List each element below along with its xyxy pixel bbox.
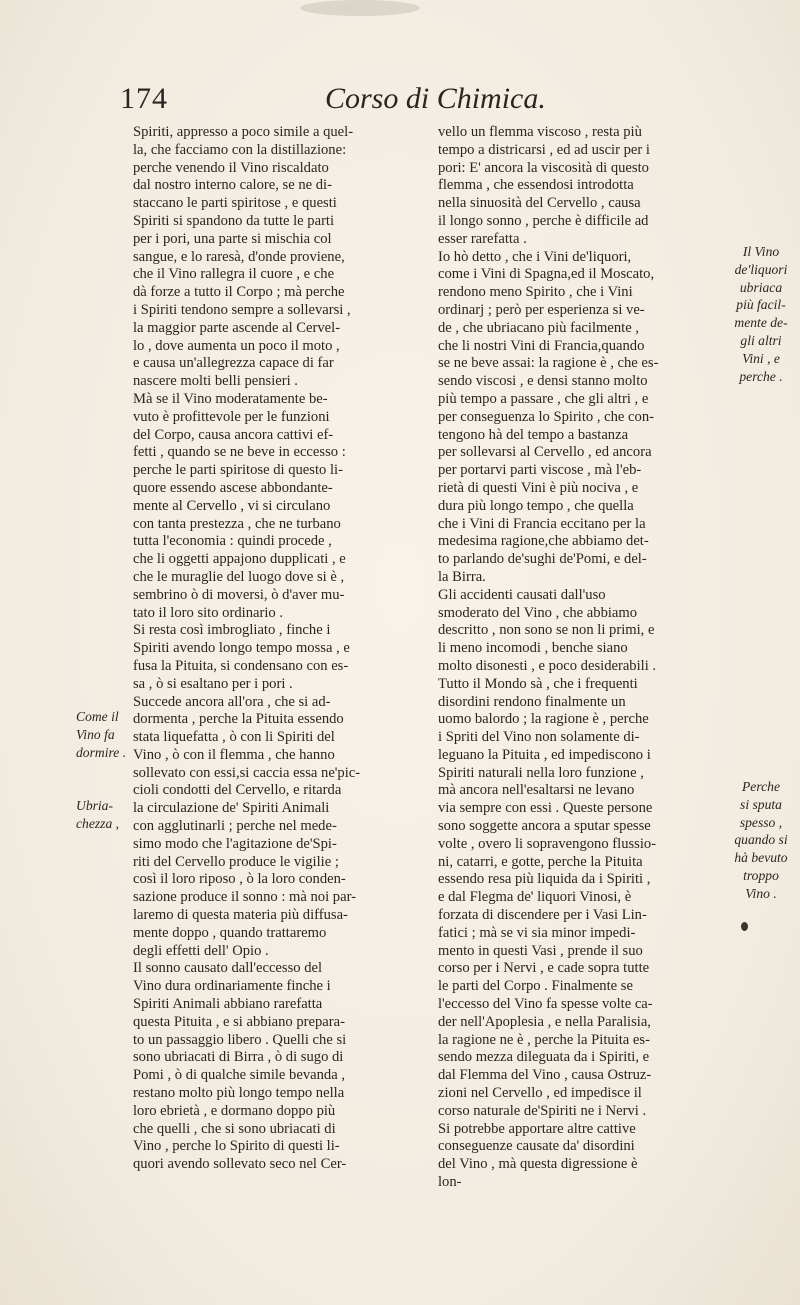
text-line: quori avendo sollevato seco nel Cer- [133,1156,347,1173]
ink-smudge-top [300,0,420,16]
text-line: fusa la Pituita, si condensano con es- [133,657,349,674]
margin-note-line: Perche [742,779,780,794]
text-line: sangue, e lo raresà, d'onde proviene, [133,248,345,265]
text-line: Spiriti, appresso a poco simile a quel- [133,124,354,140]
text-line: e dal Flegma de' liquori Vinosi, è [438,889,632,906]
text-line: zioni nel Cervello , ed impedisce il [438,1085,642,1102]
text-line: questa Pituita , e si abbiano prepara- [133,1013,345,1030]
text-line: tengono hà del tempo a bastanza [438,426,629,443]
margin-note-come-il-vino-fa-dormire [76,708,126,761]
margin-note-line: più facil- [736,297,786,313]
text-line: molto disonesti , e poco desiderabili . [438,657,657,674]
text-line: lon- [438,1174,462,1191]
text-line: più tempo a passare , che gli altri , e [438,390,649,407]
text-line: che li nostri Vini di Francia,quando [438,337,645,354]
text-line: mà ancora nell'esaltarsi ne levano [438,782,635,799]
text-line: corso naturale de'Spiriti ne i Nervi . [438,1102,647,1119]
text-line: del Corpo, causa ancora cattivi ef- [133,426,334,443]
text-line: laremo di questa materia più diffusa- [133,907,348,924]
text-line: ordinarj ; però per esperienza si ve- [438,301,645,318]
text-line: che quelli , che si sono ubriacati di [133,1120,336,1137]
text-line: rendono meno Spirito , che i Vini [438,284,633,301]
text-line: ni, catarri, e gotte, perche la Pituita [438,853,643,870]
right-text-column [438,124,720,1192]
text-line: simo modo che l'agitazione de'Spi- [133,835,337,852]
text-line: mente doppo , quando trattaremo [133,924,327,941]
text-line: via sempre con essi . Queste persone [438,800,653,817]
text-line: Succede ancora all'ora , che si ad- [133,693,331,710]
margin-note-il-vino-de-liquori [726,243,796,385]
text-line: li meno incomodi , benche siano [438,640,628,657]
margin-note-line: gli altri [740,332,782,348]
running-title: Corso di Chimica. [325,82,546,115]
text-line: de , che ubriacano più facilmente , [438,319,639,336]
text-line: dormenta , perche la Pituita essendo [133,711,344,728]
text-line: che li oggetti appajono dupplicati , e [133,551,346,568]
text-line: der nell'Apoplesia , e nella Paralisia, [438,1013,651,1030]
text-line: che le muraglie del luogo dove si è , [133,568,345,585]
text-line: Io hò detto , che i Vini de'liquori, [438,248,632,265]
text-line: quore essendo ascese abbondante- [133,479,333,496]
text-line: pori: E' ancora la viscosità di questo [438,159,649,176]
text-line: nella sinuosità del Cervello , causa [438,195,641,212]
text-line: dal nostro interno calore, se ne di- [133,177,332,194]
text-line: tempo a districarsi , ed ad uscir per i [438,141,650,158]
text-line: per i pori, una parte si mischia col [133,230,332,247]
text-line: Il sonno causato dall'eccesso del [133,960,323,977]
text-line: Spiriti avendo longo tempo mossa , e [133,640,350,657]
text-line: forzata di discendere per i Vasi Lin- [438,907,647,924]
text-line: sazione produce il sonno : mà noi par- [133,889,357,906]
text-line: disordini rendono finalmente un [438,693,626,710]
text-line: uomo balordo ; la ragione è , perche [438,711,649,728]
text-line: la circulazione de' Spiriti Animali [133,800,330,817]
margin-note-line: perche . [739,368,783,384]
margin-note-perche-si-sputa [726,778,796,903]
text-line: come i Vini di Spagna,ed il Moscato, [438,266,655,283]
text-line: corso per i Nervi , e cade sopra tutte [438,960,650,977]
text-line: staccano le parti spiritose , e questi [133,195,337,212]
text-line: to parlando de'sughi de'Pomi, e del- [438,551,647,568]
text-line: smoderato del Vino , che abbiamo [438,604,638,621]
text-line: essendo resa più liquida da i Spiriti , [438,871,651,888]
margin-note-line: troppo [743,867,779,883]
text-line: riti del Cervello produce le vigilie ; [133,853,339,870]
text-line: così il loro riposo , ò la loro conden- [133,871,346,888]
text-line: sono soggette ancora a sputar spesse [438,818,651,835]
text-line: degli effetti dell' Opio . [133,942,269,959]
text-line: Gli accidenti causati dall'uso [438,586,606,603]
text-line: stata liquefatta , ò con li Spiriti del [133,729,335,746]
text-line: Mà se il Vino moderatamente be- [133,390,328,407]
text-line: Vino , perche lo Spirito di questi li- [133,1138,340,1155]
text-line: esser rarefatta . [438,230,527,247]
text-line: con agglutinarli ; perche nel mede- [133,818,337,835]
left-text-column [133,124,415,1174]
text-line: il longo sonno , perche è difficile ad [438,212,649,229]
text-line: la Birra. [438,568,486,585]
text-line: loro ebrietà , e dormano doppo più [133,1102,336,1119]
text-line: flemma , che essendosi introdotta [438,177,634,194]
text-line: sono ubriacati di Birra , ò di sugo di [133,1049,344,1066]
margin-note-line: Il Vino [742,244,780,259]
text-line: sendo viscosi , e densi stanno molto [438,373,648,390]
margin-note-line: Ubria- [76,798,114,813]
text-line: che i Vini di Francia eccitano per la [438,515,646,532]
text-line: Tutto il Mondo sà , che i frequenti [438,675,638,692]
text-line: Pomi , ò di qualche simile bevanda , [133,1067,345,1084]
text-line: per conseguenza lo Spirito , che con- [438,408,654,425]
text-line: Spiriti si spandono da tutte le parti [133,212,335,229]
text-line: Vino dura ordinariamente finche i [133,978,331,995]
margin-note-line: Vino fa [76,726,115,742]
text-line: Si potrebbe apportare altre cattive [438,1120,636,1137]
text-line: la, che facciamo con la distillazione: [133,141,347,158]
text-line: con tanta prestezza , che ne turbano [133,515,341,532]
margin-note-line: spesso , [739,814,783,830]
text-line: Vino , ò con il flemma , che hanno [133,746,335,763]
text-line: che il Vino rallegra il cuore , e che [133,266,335,283]
margin-note-line: quando si [734,832,788,848]
text-line: per portarvi parti viscose , mà l'eb- [438,462,642,479]
ink-dot [741,922,748,931]
margin-note-ubriachezza [76,797,119,833]
text-line: perche le parti spiritose di questo li- [133,462,343,479]
margin-note-line: de'liquori [734,261,788,277]
text-line: fatici ; mà se vi sia minor impedi- [438,924,636,941]
text-line: sa , ò si esaltano per i pori . [133,675,293,692]
text-line: sembrino ò di moversi, ò d'aver mu- [133,586,345,603]
text-line: i Spriti del Vino non solamente di- [438,729,640,746]
text-line: dura più longo tempo , che quella [438,497,634,514]
text-line: vello un flemma viscoso , resta più [438,124,642,140]
text-line: e causa un'allegrezza capace di far [133,355,334,372]
text-line: la maggior parte ascende al Cervel- [133,319,341,336]
text-line: conseguenze causate da' disordini [438,1138,635,1155]
text-line: sendo mezza dileguata da i Spiriti, e [438,1049,650,1066]
text-line: medesima ragione,che abbiamo det- [438,533,649,550]
text-line: le parti del Corpo . Finalmente se [438,978,633,995]
text-line: fetti , quando se ne beve in eccesso : [133,444,346,461]
margin-note-line: si sputa [740,796,782,812]
text-line: volte , overo li sopravengono flussio- [438,835,657,852]
text-line: mento in questi Vasi , prende il suo [438,942,643,959]
text-line: cioli condotti del Cervello, e ritarda [133,782,342,799]
text-line: per sollevarsi al Cervello , ed ancora [438,444,652,461]
text-line: to un passaggio libero . Quelli che si [133,1031,347,1048]
text-line: descritto , non sono se non li primi, e [438,622,655,639]
text-line: mente al Cervello , vi si circulano [133,497,331,514]
margin-note-line: ubriaca [739,279,783,295]
text-line: i Spiriti tendono sempre a sollevarsi , [133,301,351,318]
text-line: tato il loro sito ordinario . [133,604,283,621]
text-line: la ragione ne è , perche la Pituita es- [438,1031,650,1048]
text-line: del Vino , mà questa digressione è [438,1156,638,1173]
text-line: vuto è profittevole per le funzioni [133,408,330,425]
text-line: Si resta così imbrogliato , finche i [133,622,331,639]
page-number: 174 [120,82,168,115]
text-line: sollevato con essi,si caccia essa ne'pic- [133,764,361,781]
margin-note-line: chezza , [76,815,120,831]
margin-note-line: Come il [76,709,119,724]
margin-note-line: Vini , e [742,350,780,366]
text-line: lo , dove aumenta un poco il moto , [133,337,340,354]
text-line: Spiriti naturali nella loro funzione , [438,764,644,781]
text-line: perche venendo il Vino riscaldato [133,159,329,176]
margin-note-line: Vino . [745,885,777,901]
text-line: dà forze a tutto il Corpo ; mà perche [133,284,345,301]
margin-note-line: hà bevuto [734,850,788,866]
text-line: l'eccesso del Vino fa spesse volte ca- [438,996,653,1013]
margin-note-line: dormire . [76,744,127,760]
page-header [120,82,680,122]
margin-note-line: mente de- [734,315,788,331]
text-line: dal Flemma del Vino , causa Ostruz- [438,1067,652,1084]
text-line: tutta l'economia : quindi procede , [133,533,332,550]
text-line: restano molto più longo tempo nella [133,1085,345,1102]
text-line: se ne beve assai: la ragione è , che es- [438,355,659,372]
text-line: rietà di questi Vini è più nociva , e [438,479,639,496]
text-line: Spiriti Animali abbiano rarefatta [133,996,323,1013]
text-line: leguano la Pituita , ed impediscono i [438,746,651,763]
text-line: nascere molti belli pensieri . [133,373,298,390]
